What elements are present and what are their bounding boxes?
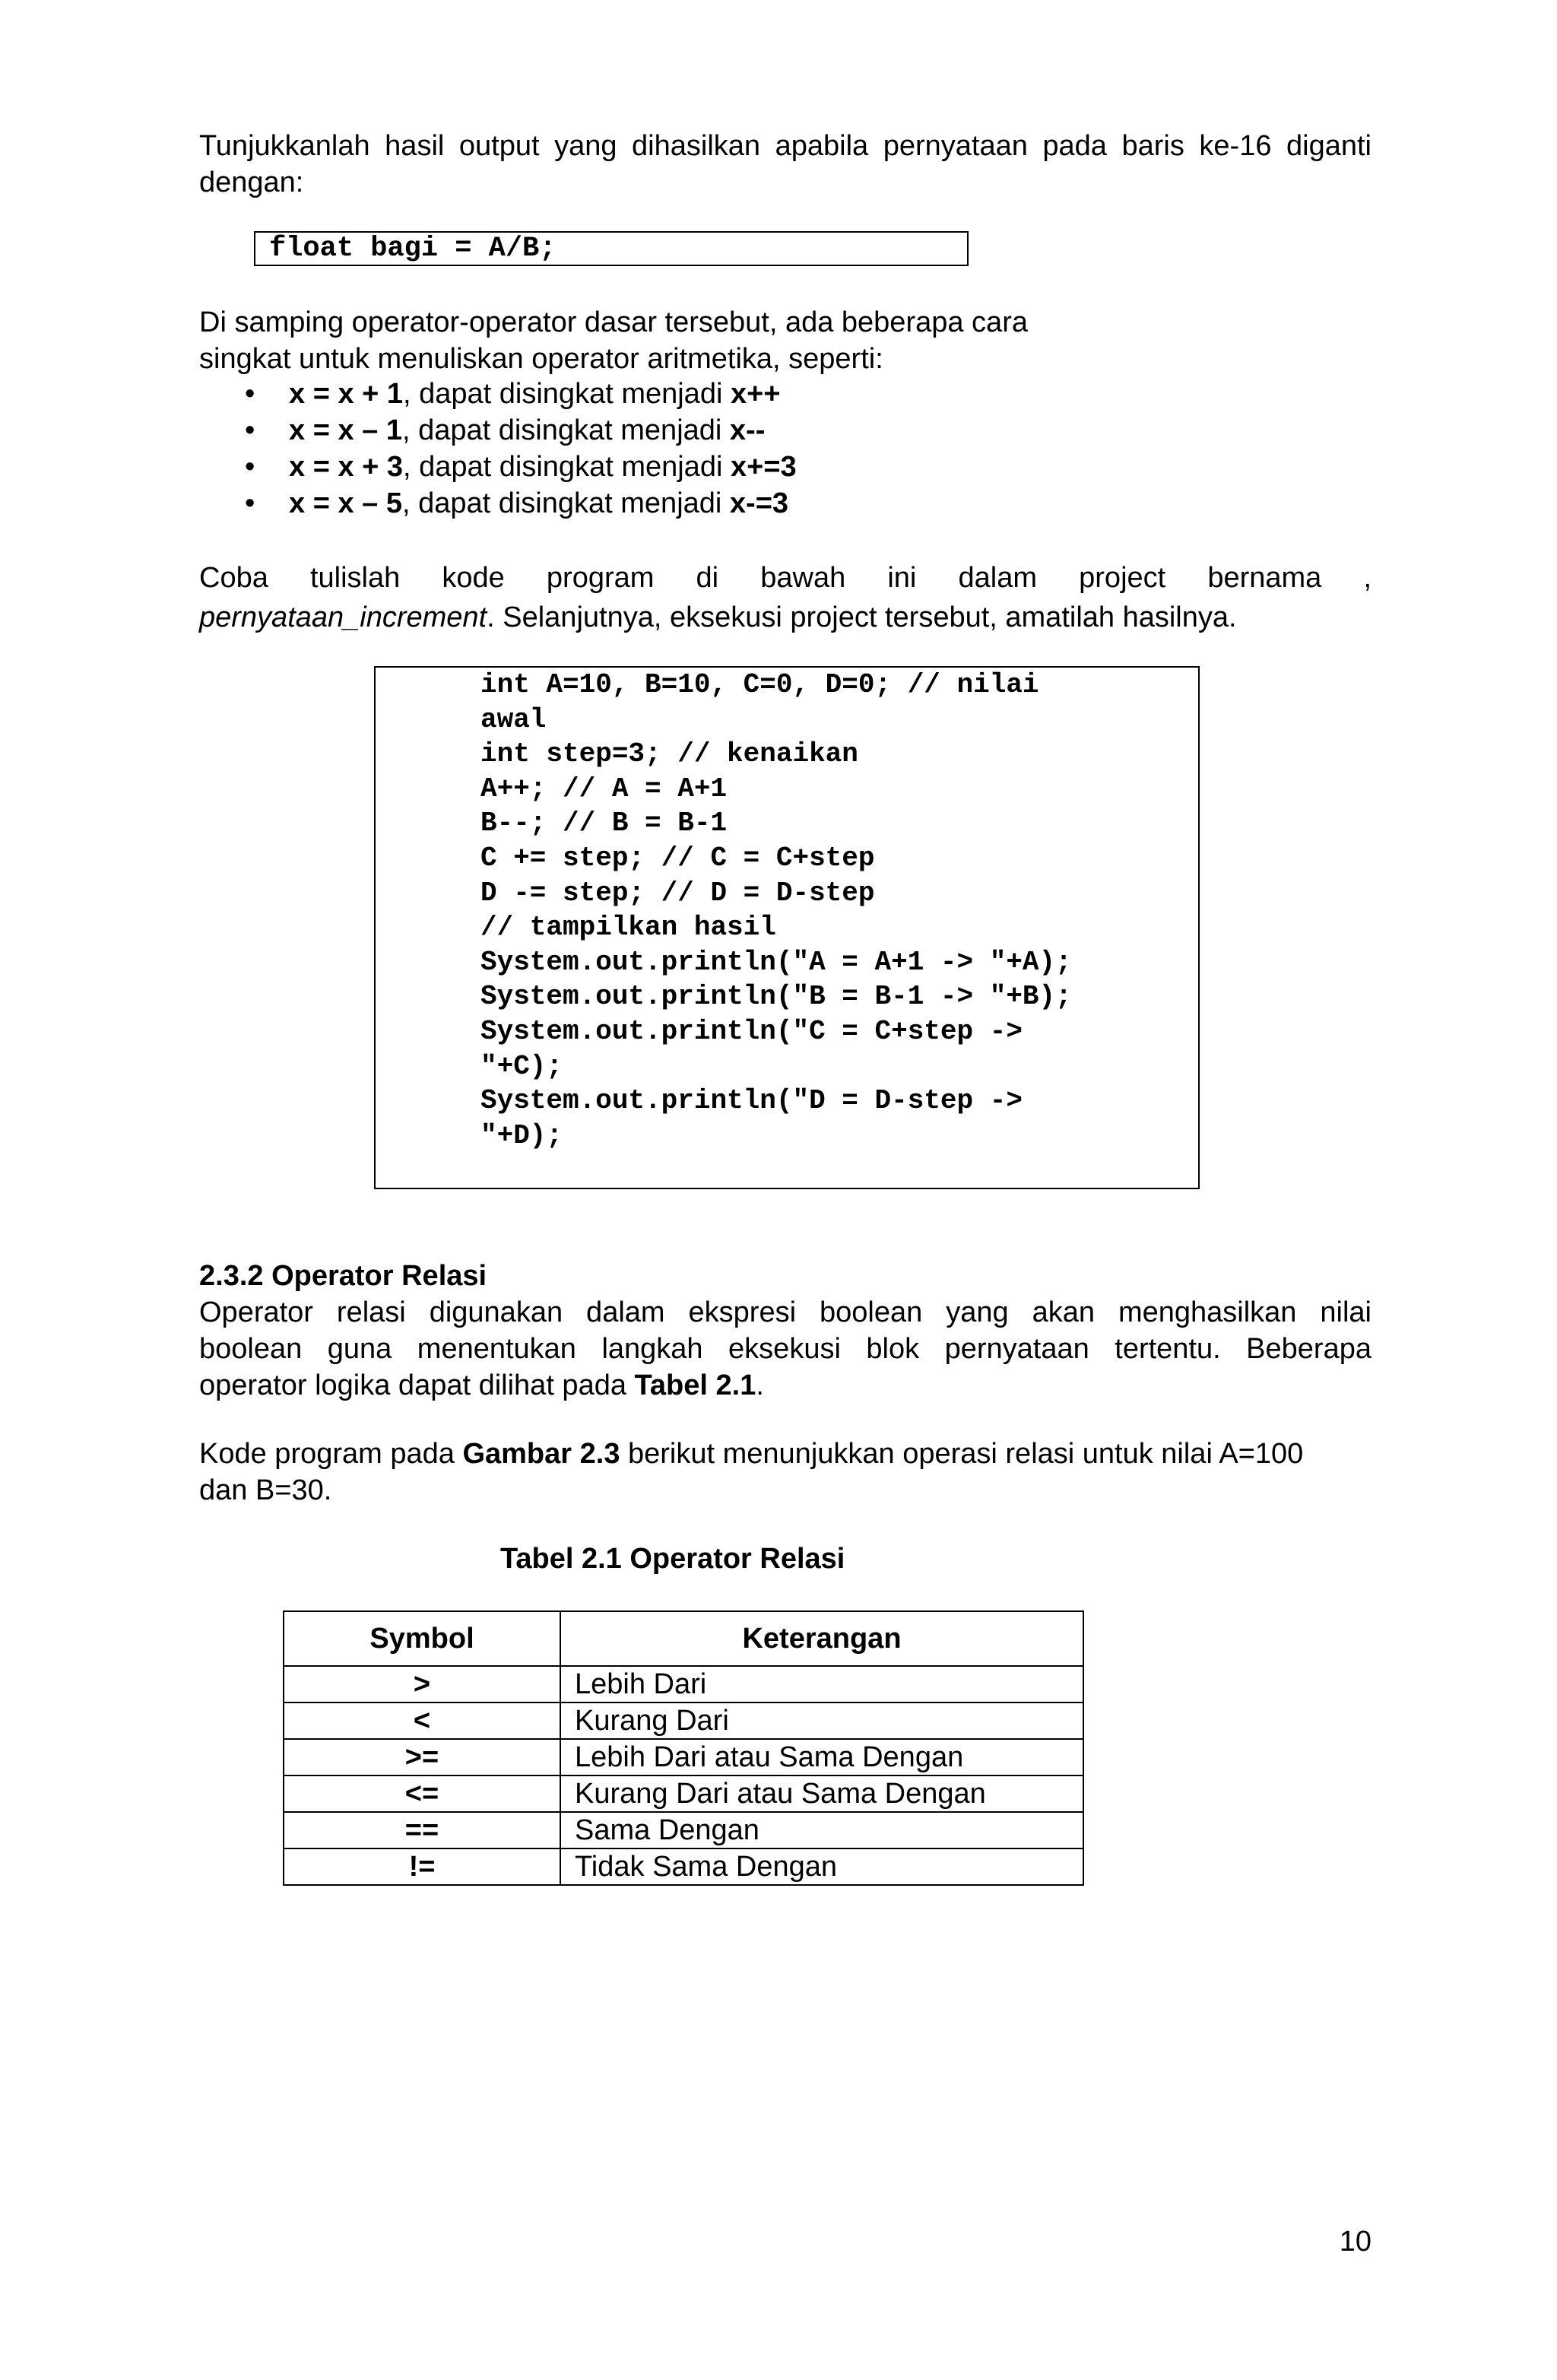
- section-para-line-3: [199, 1367, 764, 1404]
- table-header-row: [284, 1611, 1083, 1666]
- bullet-icon: •: [245, 487, 255, 519]
- code-line: A++; // A = A+1: [480, 773, 728, 804]
- table-row: [284, 1812, 1083, 1848]
- snippet-box: [254, 231, 969, 266]
- word: bernama: [1207, 562, 1322, 594]
- code-line: "+D);: [480, 1119, 563, 1151]
- para-text: Kode program pada: [199, 1438, 463, 1470]
- column-header-symbol: Symbol: [284, 1611, 560, 1666]
- try-line-2: [199, 599, 1237, 636]
- try-rest: . Selanjutnya, eksekusi project tersebut, amatilah hasilnya.: [487, 601, 1237, 633]
- bullet-icon: •: [245, 451, 255, 483]
- code-line: B--; // B = B-1: [480, 808, 728, 839]
- description-cell: Lebih Dari atau Sama Dengan: [560, 1739, 1083, 1775]
- expression: x = x + 1: [289, 378, 404, 410]
- page-number: 10: [1339, 2226, 1371, 2258]
- code-box: [374, 666, 1200, 1189]
- symbol-cell: <=: [284, 1775, 560, 1812]
- word: dalam: [958, 562, 1038, 594]
- shorthand: x-=3: [729, 487, 789, 519]
- symbol-cell: !=: [284, 1848, 560, 1885]
- bullet-icon: •: [245, 414, 255, 446]
- list-item: [199, 376, 1371, 412]
- word: di: [696, 562, 719, 594]
- description-cell: Lebih Dari: [560, 1666, 1083, 1702]
- expression: x = x + 3: [289, 451, 404, 483]
- word: ,: [1363, 562, 1371, 594]
- code-line: D -= step; // D = D-step: [480, 877, 875, 909]
- item-text: , dapat disingkat menjadi: [401, 487, 730, 519]
- word: Coba: [199, 562, 268, 594]
- column-header-keterangan: Keterangan: [560, 1611, 1083, 1666]
- table-reference: Tabel 2.1: [634, 1369, 756, 1401]
- word: bawah: [760, 562, 846, 594]
- symbol-cell: <: [284, 1702, 560, 1739]
- project-name: pernyataan_increment: [199, 601, 487, 633]
- word: ini: [887, 562, 917, 594]
- shortcut-line-1: Di samping operator-operator dasar tersebut, ada beberapa cara: [199, 306, 1028, 338]
- description-cell: Sama Dengan: [560, 1812, 1083, 1848]
- shorthand: x+=3: [730, 451, 797, 483]
- code-line: System.out.println("B = B-1 -> "+B);: [480, 981, 1072, 1013]
- snippet-code: float bagi = A/B;: [269, 233, 557, 265]
- item-text: , dapat disingkat menjadi: [403, 451, 731, 483]
- code-block: [480, 668, 1072, 1153]
- symbol-cell: >: [284, 1666, 560, 1702]
- expression: x = x – 5: [289, 487, 402, 519]
- code-line: System.out.println("D = D-step ->: [480, 1085, 1023, 1117]
- para-text: operator logika dapat dilihat pada: [199, 1369, 635, 1401]
- code-line: "+C);: [480, 1050, 563, 1082]
- try-line-1: [199, 560, 1371, 596]
- table-row: [284, 1702, 1083, 1739]
- section-para-line-1: Operator relasi digunakan dalam ekspresi boolean yang akan menghasilkan nilai: [199, 1296, 1371, 1328]
- figure-ref-line-1: [199, 1436, 1303, 1472]
- word: project: [1079, 562, 1166, 594]
- section-heading: 2.3.2 Operator Relasi: [199, 1260, 487, 1292]
- list-item: [199, 412, 1371, 449]
- list-item: [199, 485, 1371, 522]
- intro-line-2: dengan:: [199, 167, 304, 198]
- bullet-icon: •: [245, 378, 255, 410]
- figure-reference: Gambar 2.3: [462, 1438, 620, 1470]
- code-line: System.out.println("A = A+1 -> "+A);: [480, 946, 1072, 978]
- list-item: [199, 449, 1371, 485]
- table-row: [284, 1848, 1083, 1885]
- intro-line-1: Tunjukkanlah hasil output yang dihasilkan apabila pernyataan pada baris ke-16 diganti: [199, 130, 1371, 162]
- item-text: , dapat disingkat menjadi: [401, 414, 730, 446]
- figure-ref-line-2: dan B=30.: [199, 1474, 332, 1506]
- expression: x = x – 1: [289, 414, 402, 446]
- item-text: , dapat disingkat menjadi: [403, 378, 731, 410]
- code-line: C += step; // C = C+step: [480, 842, 875, 874]
- code-line: awal: [480, 703, 547, 735]
- description-cell: Kurang Dari: [560, 1702, 1083, 1739]
- word: program: [546, 562, 655, 594]
- para-text: berikut menunjukkan operasi relasi untuk nilai A=100: [620, 1438, 1304, 1470]
- table-row: [284, 1739, 1083, 1775]
- word: tulislah: [309, 562, 401, 594]
- description-cell: Kurang Dari atau Sama Dengan: [560, 1775, 1083, 1812]
- table-row: [284, 1666, 1083, 1702]
- para-text: .: [756, 1369, 764, 1401]
- code-line: int step=3; // kenaikan: [480, 738, 858, 770]
- section-para-line-2: boolean guna menentukan langkah eksekusi blok pernyataan tertentu. Beberapa: [199, 1333, 1371, 1365]
- table-row: [284, 1775, 1083, 1812]
- table-caption: Tabel 2.1 Operator Relasi: [500, 1543, 845, 1575]
- shortcut-line-2: singkat untuk menuliskan operator aritmetika, seperti:: [199, 343, 883, 375]
- code-line: System.out.println("C = C+step ->: [480, 1015, 1023, 1047]
- shorthand: x++: [730, 378, 781, 410]
- symbol-cell: >=: [284, 1739, 560, 1775]
- symbol-cell: ==: [284, 1812, 560, 1848]
- shortcut-list: [199, 376, 1371, 522]
- shorthand: x--: [729, 414, 766, 446]
- code-line: int A=10, B=10, C=0, D=0; // nilai: [480, 669, 1039, 700]
- code-line: // tampilkan hasil: [480, 912, 776, 944]
- operator-table: [283, 1610, 1084, 1886]
- word: kode: [442, 562, 505, 594]
- description-cell: Tidak Sama Dengan: [560, 1848, 1083, 1885]
